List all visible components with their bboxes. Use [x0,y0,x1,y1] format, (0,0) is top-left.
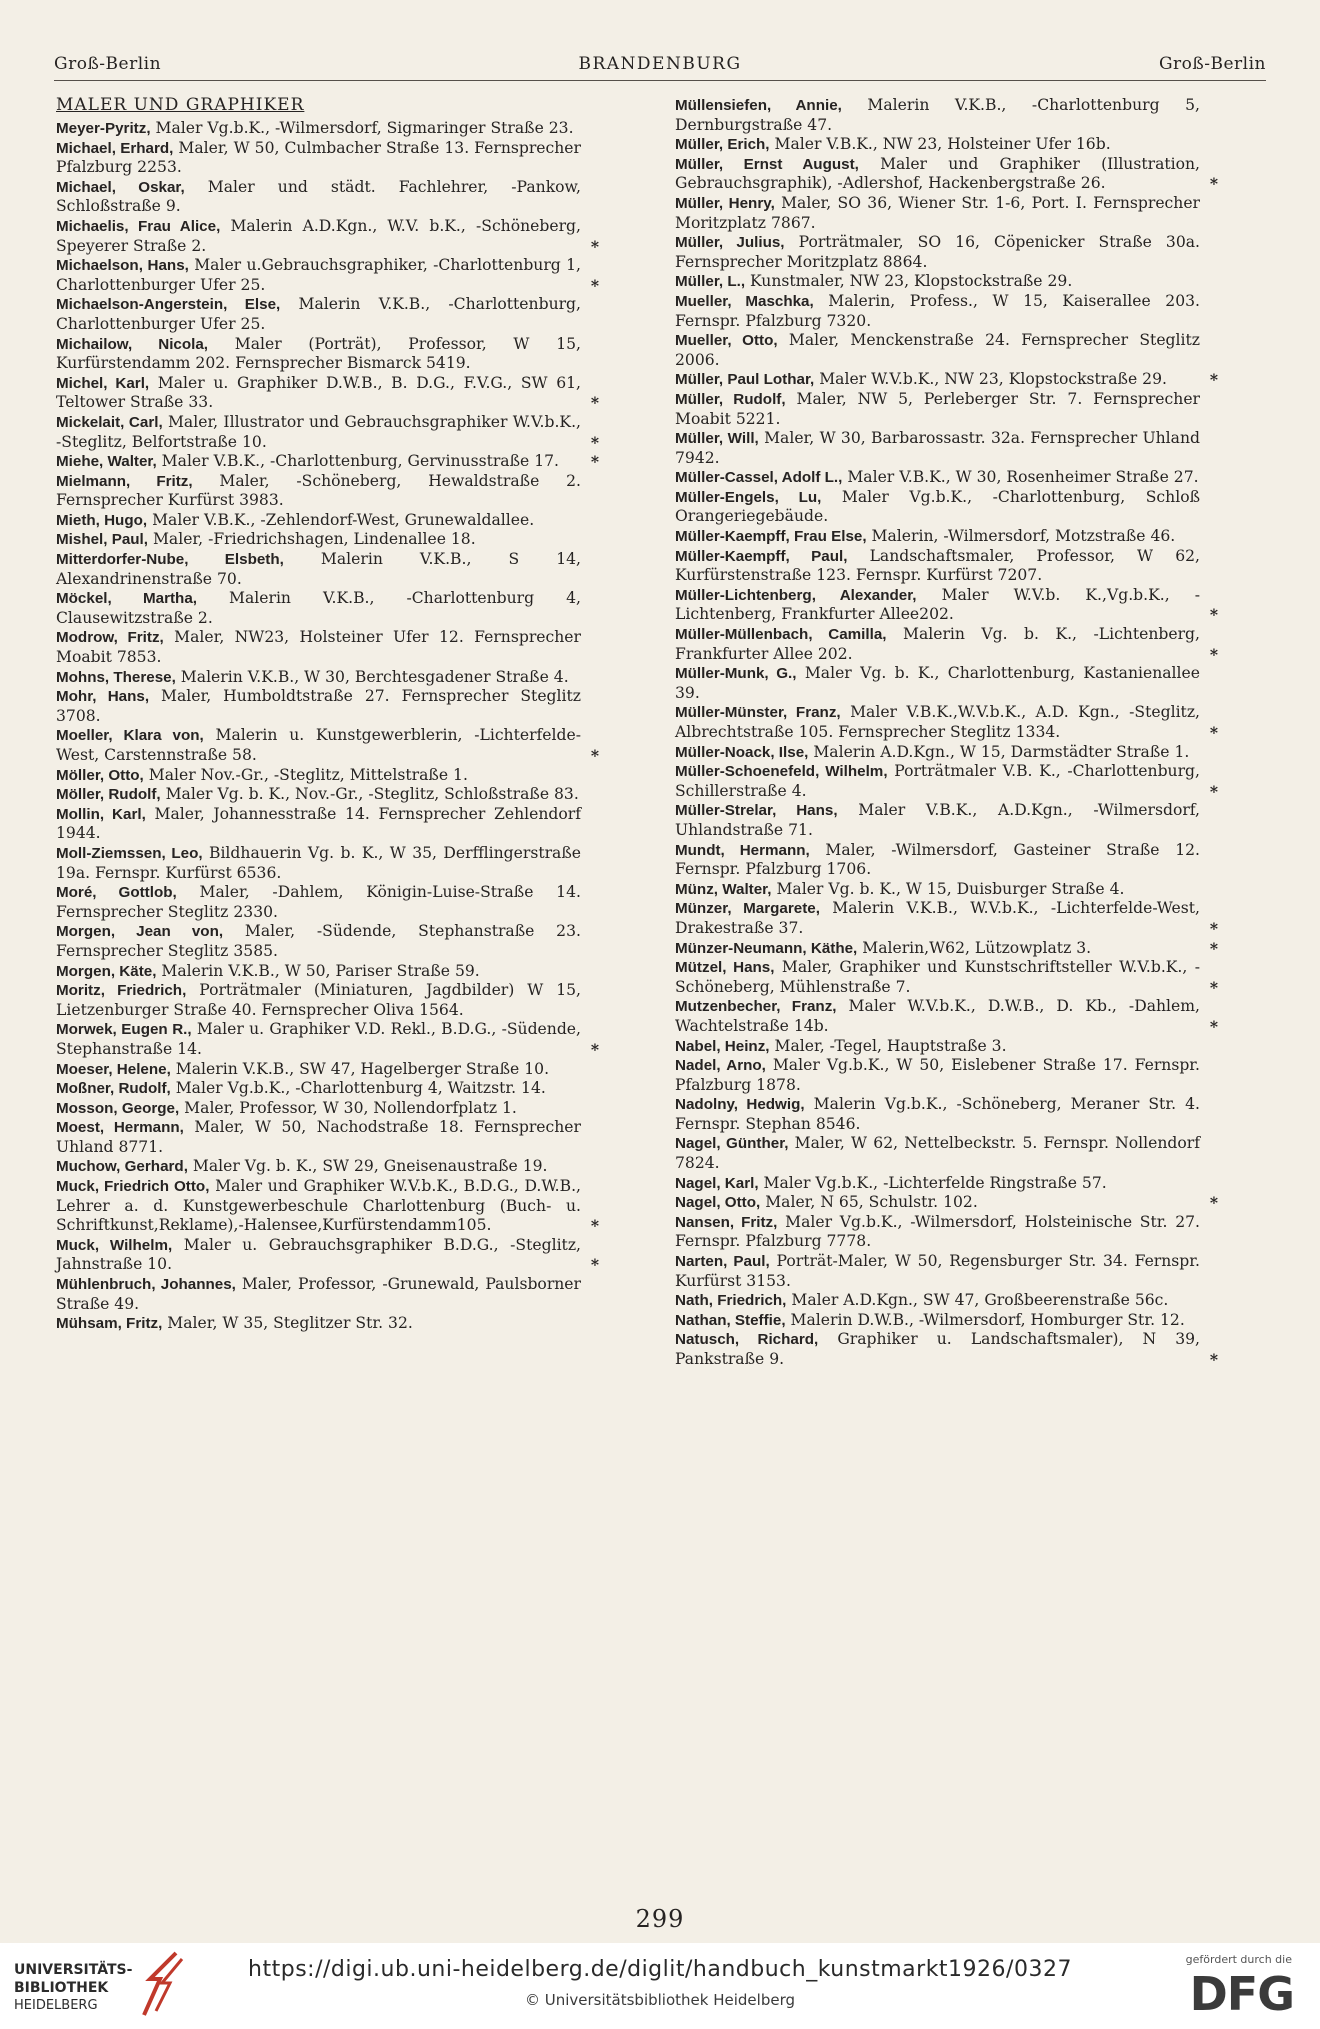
asterisk-marker: * [1209,1016,1218,1036]
entry-name: Nagel, Otto, [675,1194,761,1212]
entry-name: Nabel, Heinz, [675,1037,770,1055]
entry-name: Müller-Müllenbach, Camilla, [675,626,887,644]
entry-details: Maler und Graphiker W.V.b.K., B.D.G., D.W.B., Lehrer a. d. Kunstgewerbeschule Charlottenburg (Buch- u. Schriftkunst,Reklame),-Halensee,Kurfürstendamm105. [56,1177,582,1235]
directory-entry [56,413,599,452]
entry-details: Maler, Menckenstraße 24. Fernsprecher Steglitz 2006. [675,331,1200,369]
entry-details: Malerin,W62, Lützowplatz 3. [857,938,1092,957]
entry-details: Maler Vg.b.K., -Wilmersdorf, Sigmaringer Straße 23. [150,119,574,137]
entry-details: Maler, Humboldtstraße 27. Fernsprecher Steglitz 3708. [56,687,581,725]
entry-details: Maler und städt. Fachlehrer, -Pankow, Schloßstraße 9. [56,177,581,216]
header-left: Groß-Berlin [54,54,162,74]
entry-name: Nagel, Günther, [675,1135,789,1153]
entry-details: Maler V.B.K.,W.V.b.K., A.D. Kgn., -Steglitz, Albrechtstraße 105. Fernsprecher Steglitz 1334. [675,703,1200,741]
entry-details: Maler Vg.b.K., W 50, Eislebener Straße 17. Fernspr. Pfalzburg 1878. [675,1056,1200,1094]
entry-details: Malerin, -Wilmersdorf, Motzstraße 46. [866,527,1176,546]
entry-name: Möller, Otto, [56,766,144,784]
directory-entry [56,335,599,374]
entry-name: Müller, Paul Lothar, [675,371,815,389]
footer-bar [0,1943,1320,2029]
directory-entry [56,805,599,844]
entry-details: Maler, -Dahlem, Königin-Luise-Straße 14. Fernsprecher Steglitz 2330. [56,883,581,921]
entry-details: Maler, W 50, Nachodstraße 18. Fernsprecher Uhland 8771. [56,1118,581,1156]
asterisk-marker: * [1209,1350,1218,1369]
asterisk-marker: * [590,1255,599,1275]
directory-entry [675,96,1218,135]
directory-entry [56,883,599,922]
entry-details: Maler W.V.b.K., D.W.B., D. Kb., -Dahlem, Wachtelstraße 14b. [675,997,1200,1035]
entry-details: Maler und Graphiker (Illustration, Gebrauchsgraphik), -Adlershof, Hackenbergstraße 26. [675,154,1201,193]
directory-entry [675,272,1218,292]
directory-entry [56,295,599,334]
directory-entry [675,155,1218,194]
entry-name: Mosson, George, [56,1099,180,1117]
entry-name: Mishel, Paul, [56,531,148,549]
directory-entry [675,1174,1218,1194]
directory-entry [56,1118,599,1157]
entry-name: Müller-Lichtenberg, Alexander, [675,586,917,604]
entry-details: Maler, -Friedrichshagen, Lindenallee 18. [148,530,476,549]
directory-entry [56,687,599,726]
directory-entry [675,292,1218,331]
page-number: 299 [635,1905,685,1933]
entry-details: Maler, W 35, Steglitzer Str. 32. [162,1314,413,1333]
entry-details: Maler, -Südende, Stephanstraße 23. Fernsprecher Steglitz 3585. [56,922,581,960]
entry-details: Maler, N 65, Schulstr. 102. [760,1193,978,1212]
entry-name: Nadel, Arno, [675,1057,766,1075]
entry-name: Müller-Kaempff, Frau Else, [675,528,867,546]
entry-name: Mitterdorfer-Nube, Elsbeth, [56,551,284,569]
entry-name: Moßner, Rudolf, [56,1080,171,1098]
entry-details: Maler W.V.b. K.,Vg.b.K., -Lichtenberg, Frankfurter Allee202. [675,585,1200,624]
entry-name: Muck, Wilhelm, [56,1236,173,1254]
entry-details: Maler Vg.b.K., -Charlottenburg, Schloß Orangeriegebäude. [675,487,1200,526]
directory-entry [56,1157,599,1177]
entry-details: Maler, -Schöneberg, Hewaldstraße 2. Fernsprecher Kurfürst 3983. [56,471,581,510]
directory-entry [675,390,1218,429]
directory-entry [56,217,599,256]
directory-entry [675,1213,1218,1252]
entry-details: Maler u.Gebrauchsgraphiker, -Charlottenburg 1, Charlottenburger Ufer 25. [56,256,581,294]
entry-details: Maler V.B.K., W 30, Rosenheimer Straße 27. [842,468,1199,487]
entry-details: Malerin V.K.B., -Charlottenburg 4, Clausewitzstraße 2. [56,589,582,627]
entry-name: Mollin, Karl, [56,805,146,823]
directory-entry [56,668,599,688]
entry-details: Maler (Porträt), Professor, W 15, Kurfürstendamm 202. Fernsprecher Bismarck 5419. [56,334,581,373]
directory-entry [675,547,1218,586]
directory-entry [675,194,1218,233]
entry-details: Maler W.V.b.K., NW 23, Klopstockstraße 29. [814,370,1167,389]
directory-entry [675,135,1218,155]
directory-entry [675,625,1218,664]
entry-name: Miehe, Walter, [56,453,157,471]
entry-name: Nagel, Karl, [675,1174,759,1192]
left-column [56,96,599,1334]
asterisk-marker: * [1209,174,1218,194]
entry-details: Bildhauerin Vg. b. K., W 35, Derfflingerstraße 19a. Fernspr. Kurfürst 6536. [56,843,581,882]
entry-name: Müller-Strelar, Hans, [675,802,838,820]
directory-entry [675,370,1218,390]
entry-name: Müllensiefen, Annie, [675,97,842,114]
entry-details: Malerin, Profess., W 15, Kaiserallee 203. Fernspr. Pfalzburg 7320. [675,291,1200,330]
entry-details: Maler Vg.b.K., -Charlottenburg 4, Waitzstr. 14. [170,1079,546,1098]
asterisk-marker: * [590,275,599,295]
entry-details: Maler u. Gebrauchsgraphiker B.D.G., -Steglitz, Jahnstraße 10. [56,1235,581,1274]
directory-entry [56,530,599,550]
entry-details: Maler, W 30, Barbarossastr. 32a. Fernsprecher Uhland 7942. [675,429,1200,467]
directory-entry [56,472,599,511]
entry-name: Michel, Karl, [56,374,150,392]
directory-entry [675,939,1218,959]
entry-details: Malerin A.D.Kgn., W 15, Darmstädter Straße 1. [808,742,1190,761]
entry-details: Maler V.B.K., -Zehlendorf-West, Grunewaldallee. [147,510,535,529]
entry-name: Moré, Gottlob, [56,884,177,902]
directory-entry [675,703,1218,742]
entry-name: Mickelait, Carl, [56,413,163,431]
directory-entry [56,374,599,413]
entry-name: Möller, Rudolf, [56,786,161,804]
header-center: BRANDENBURG [578,54,742,74]
asterisk-marker: * [1209,977,1218,997]
directory-entry [56,178,599,217]
entry-details: Maler, NW 5, Perleberger Str. 7. Fernsprecher Moabit 5221. [675,389,1200,428]
entry-details: Malerin V.K.B., SW 47, Hagelberger Straße 10. [170,1059,550,1078]
asterisk-marker: * [1209,370,1218,390]
directory-entry [675,743,1218,763]
directory-entry [675,997,1218,1036]
directory-entry [675,1291,1218,1311]
entry-name: Müller, Will, [675,430,759,448]
entry-details: Maler, W 62, Nettelbeckstr. 5. Fernspr. Nollendorf 7824. [675,1134,1200,1173]
entry-name: Mueller, Otto, [675,332,778,350]
directory-entry [56,452,599,472]
entry-name: Mützel, Hans, [675,959,775,977]
directory-entry [56,1314,599,1334]
institution-line-2: BIBLIOTHEK [14,1980,109,1996]
entry-details: Malerin V.K.B., S 14, Alexandrinenstraße 70. [56,550,581,588]
directory-entry [56,119,599,139]
entry-name: Michaelson-Angerstein, Else, [56,296,281,314]
asterisk-marker: * [590,393,599,413]
entry-details: Maler, -Wilmersdorf, Gasteiner Straße 12. Fernspr. Pfalzburg 1706. [675,840,1200,879]
entry-name: Müller, Julius, [675,234,785,252]
entry-details: Malerin u. Kunstgewerblerin, -Lichterfelde-West, Carstennstraße 58. [56,726,582,764]
entry-details: Maler, Johannesstraße 14. Fernsprecher Zehlendorf 1944. [56,804,581,843]
entry-details: Malerin Vg.b.K., -Schöneberg, Meraner Str. 4. Fernspr. Stephan 8546. [675,1095,1200,1133]
entry-details: Porträtmaler (Miniaturen, Jagdbilder) W 15, Lietzenburger Straße 40. Fernsprecher Oliva 1564. [56,981,581,1019]
entry-name: Morgen, Käte, [56,962,157,980]
directory-entry [56,1079,599,1099]
entry-details: Maler, Graphiker und Kunstschriftsteller W.V.b.K., -Schöneberg, Mühlenstraße 7. [675,958,1201,996]
entry-details: Maler Vg.b.K., -Lichterfelde Ringstraße 57. [758,1173,1107,1192]
entry-name: Mühsam, Fritz, [56,1315,163,1333]
directory-entry [56,589,599,628]
entry-name: Müller-Cassel, Adolf L., [675,469,843,487]
section-title: MALER UND GRAPHIKER [56,95,305,115]
directory-entry [675,1193,1218,1213]
entry-name: Müller, Ernst August, [675,155,859,173]
entry-name: Mohns, Therese, [56,668,176,686]
entry-details: Malerin V.K.B., W 30, Berchtesgadener Straße 4. [175,667,569,686]
entry-name: Mueller, Maschka, [675,292,814,310]
entry-details: Landschaftsmaler, Professor, W 62, Kurfürstenstraße 123. Fernspr. Kurfürst 7207. [675,546,1200,585]
directory-entry [675,586,1218,625]
entry-details: Maler Vg. b. K., Nov.-Gr., -Steglitz, Schloßstraße 83. [160,785,579,804]
entry-details: Kunstmaler, NW 23, Klopstockstraße 29. [745,272,1073,291]
directory-entry [675,1037,1218,1057]
entry-name: Münz, Walter, [675,880,772,898]
directory-entry [675,1134,1218,1173]
directory-entry [56,726,599,765]
entry-name: Morgen, Jean von, [56,923,224,941]
entry-name: Nath, Friedrich, [675,1292,787,1310]
asterisk-marker: * [1209,605,1218,625]
directory-entry [675,488,1218,527]
directory-entry [56,1060,599,1080]
entry-name: Michaelson, Hans, [56,257,189,275]
entry-name: Mühlenbruch, Johannes, [56,1276,236,1294]
directory-entry [56,1275,599,1314]
entry-name: Narten, Paul, [675,1253,770,1271]
entry-name: Nansen, Fritz, [675,1213,778,1231]
entry-details: Maler Vg.b.K., -Wilmersdorf, Holsteinische Str. 27. Fernspr. Pfalzburg 7778. [675,1212,1200,1251]
directory-entry [675,1252,1218,1291]
dfg-logo: DFG [1189,1967,1294,2021]
asterisk-marker: * [1209,918,1218,938]
entry-name: Müller-Münster, Franz, [675,704,841,722]
directory-entry [56,511,599,531]
entry-name: Müller-Schoenefeld, Wilhelm, [675,763,888,781]
entry-name: Muck, Friedrich Otto, [56,1178,210,1196]
entry-name: Michael, Oskar, [56,178,185,196]
asterisk-marker: * [590,746,599,765]
directory-entry [675,233,1218,272]
entry-name: Münzer-Neumann, Käthe, [675,939,858,957]
entry-details: Malerin D.W.B., -Wilmersdorf, Homburger Str. 12. [785,1310,1185,1329]
entry-details: Malerin V.K.B., W 50, Pariser Straße 59. [156,961,480,980]
entry-name: Nathan, Steffie, [675,1311,786,1329]
asterisk-marker: * [1209,723,1218,742]
entry-name: Müller, L., [675,273,746,291]
entry-details: Maler, NW23, Holsteiner Ufer 12. Fernsprecher Moabit 7853. [56,628,581,667]
entry-details: Maler, Professor, -Grunewald, Paulsborner Straße 49. [56,1275,581,1313]
entry-name: Moest, Hermann, [56,1119,184,1137]
directory-entry [675,468,1218,488]
entry-name: Michailow, Nicola, [56,335,209,353]
entry-details: Graphiker u. Landschaftsmaler), N 39, Pankstraße 9. [675,1330,1201,1368]
directory-entry [56,1020,599,1059]
directory-entry [675,841,1218,880]
entry-details: Maler, Professor, W 30, Nollendorfplatz 1. [179,1098,517,1117]
directory-entry [56,844,599,883]
entry-name: Mieth, Hugo, [56,511,148,529]
entry-details: Maler V.B.K., -Charlottenburg, Gervinusstraße 17. [156,452,559,471]
entry-details: Maler u. Graphiker D.W.B., B. D.G., F.V.G., SW 61, Teltower Straße 33. [56,373,581,412]
entry-name: Michael, Erhard, [56,139,174,157]
directory-entry [675,331,1218,370]
entry-name: Münzer, Margarete, [675,900,820,918]
right-column [675,96,1218,1370]
directory-entry [56,139,599,178]
entry-details: Maler, -Tegel, Hauptstraße 3. [769,1036,1007,1055]
directory-entry [675,664,1218,703]
directory-entry [675,958,1218,997]
entry-details: Malerin V.K.B., -Charlottenburg 5, Dernburgstraße 47. [675,96,1200,134]
entry-details: Malerin A.D.Kgn., W.V. b.K., -Schöneberg, Speyerer Straße 2. [56,216,581,255]
directory-entry [56,766,599,786]
directory-entry [675,801,1218,840]
entry-details: Maler, SO 36, Wiener Str. 1-6, Port. I. Fernsprecher Moritzplatz 7867. [675,193,1201,232]
entry-name: Müller, Rudolf, [675,390,786,408]
asterisk-marker: * [590,452,599,472]
entry-name: Meyer-Pyritz, [56,120,151,137]
entry-name: Möckel, Martha, [56,590,197,608]
entry-details: Maler, W 50, Culmbacher Straße 13. Fernsprecher Pfalzburg 2253. [56,138,581,177]
entry-name: Morwek, Eugen R., [56,1021,192,1039]
directory-entry [675,899,1218,938]
directory-entry [56,256,599,295]
entry-name: Moeller, Klara von, [56,727,204,745]
directory-entry [675,762,1218,801]
entry-details: Maler Vg. b. K., SW 29, Gneisenaustraße 19. [187,1157,548,1176]
entry-name: Mielmann, Fritz, [56,472,193,490]
directory-entry [56,1236,599,1275]
directory-entry [56,1177,599,1236]
asterisk-marker: * [590,432,599,452]
entry-name: Moeser, Helene, [56,1060,171,1078]
asterisk-marker: * [590,1039,599,1059]
header-right: Groß-Berlin [1158,54,1266,74]
asterisk-marker: * [590,1216,599,1236]
entry-name: Müller-Engels, Lu, [675,488,822,506]
asterisk-marker: * [1209,781,1218,801]
entry-name: Müller, Erich, [675,136,770,154]
entry-name: Moritz, Friedrich, [56,982,187,1000]
directory-entry [56,922,599,961]
source-url-link[interactable]: https://digi.ub.uni-heidelberg.de/diglit/handbuch_kunstmarkt1926/0327 [248,1957,1072,1982]
asterisk-marker: * [590,236,599,256]
directory-entry [56,981,599,1020]
institution-line-3: HEIDELBERG [14,1998,98,2013]
entry-name: Müller, Henry, [675,194,775,212]
directory-entry [56,785,599,805]
entry-name: Mutzenbecher, Franz, [675,998,837,1016]
directory-entry [675,1095,1218,1134]
dfg-caption: gefördert durch die [1185,1953,1292,1966]
directory-entry [675,429,1218,468]
entry-name: Nadolny, Hedwig, [675,1096,805,1114]
entry-details: Maler Vg. b. K., W 15, Duisburger Straße 4. [771,879,1125,898]
entry-details: Porträt-Maler, W 50, Regensburger Str. 34. Fernspr. Kurfürst 3153. [675,1252,1200,1290]
entry-name: Moll-Ziemssen, Leo, [56,844,203,862]
directory-entry [56,628,599,667]
directory-entry [675,880,1218,900]
institution-line-1: UNIVERSITÄTS- [14,1962,133,1978]
directory-entry [675,527,1218,547]
directory-entry [56,1099,599,1119]
asterisk-marker: * [1209,938,1218,958]
entry-name: Mohr, Hans, [56,688,150,706]
entry-details: Malerin Vg. b. K., -Lichtenberg, Frankfurter Allee 202. [675,625,1200,663]
entry-details: Maler V.B.K., A.D.Kgn., -Wilmersdorf, Uhlandstraße 71. [675,801,1200,839]
entry-details: Malerin V.K.B., -Charlottenburg, Charlottenburger Ufer 25. [56,295,581,333]
entry-details: Maler u. Graphiker V.D. Rekl., B.D.G., -Südende, Stephanstraße 14. [56,1020,581,1058]
entry-details: Maler Nov.-Gr., -Steglitz, Mittelstraße 1. [143,765,468,784]
entry-name: Michaelis, Frau Alice, [56,217,221,235]
entry-details: Maler Vg. b. K., Charlottenburg, Kastanienallee 39. [675,664,1200,702]
entry-details: Porträtmaler, SO 16, Cöpenicker Straße 30a. Fernsprecher Moritzplatz 8864. [675,233,1201,271]
entry-name: Müller-Munk, G., [675,665,797,683]
entry-name: Mundt, Hermann, [675,841,810,859]
entry-details: Malerin V.K.B., W.V.b.K., -Lichterfelde-West, Drakestraße 37. [675,899,1200,937]
running-header [54,50,1266,81]
entry-name: Modrow, Fritz, [56,629,164,647]
entry-name: Müller-Noack, Ilse, [675,743,809,761]
directory-entry [675,1330,1218,1369]
asterisk-marker: * [1209,1193,1218,1213]
directory-entry [56,962,599,982]
entry-details: Porträtmaler V.B. K., -Charlottenburg, Schillerstraße 4. [675,762,1200,800]
directory-entry [675,1056,1218,1095]
entry-details: Maler, Illustrator und Gebrauchsgraphiker W.V.b.K., -Steglitz, Belfortstraße 10. [56,412,581,451]
entry-name: Natusch, Richard, [675,1331,819,1349]
copyright-notice: © Universitätsbibliothek Heidelberg [524,1991,795,2009]
asterisk-marker: * [1209,644,1218,664]
directory-entry [56,550,599,589]
entry-name: Müller-Kaempff, Paul, [675,547,848,565]
entry-details: Maler A.D.Kgn., SW 47, Großbeerenstraße 56c. [786,1291,1169,1310]
entry-name: Muchow, Gerhard, [56,1158,188,1176]
directory-entry [675,1311,1218,1331]
entry-details: Maler V.B.K., NW 23, Holsteiner Ufer 16b. [769,135,1111,154]
